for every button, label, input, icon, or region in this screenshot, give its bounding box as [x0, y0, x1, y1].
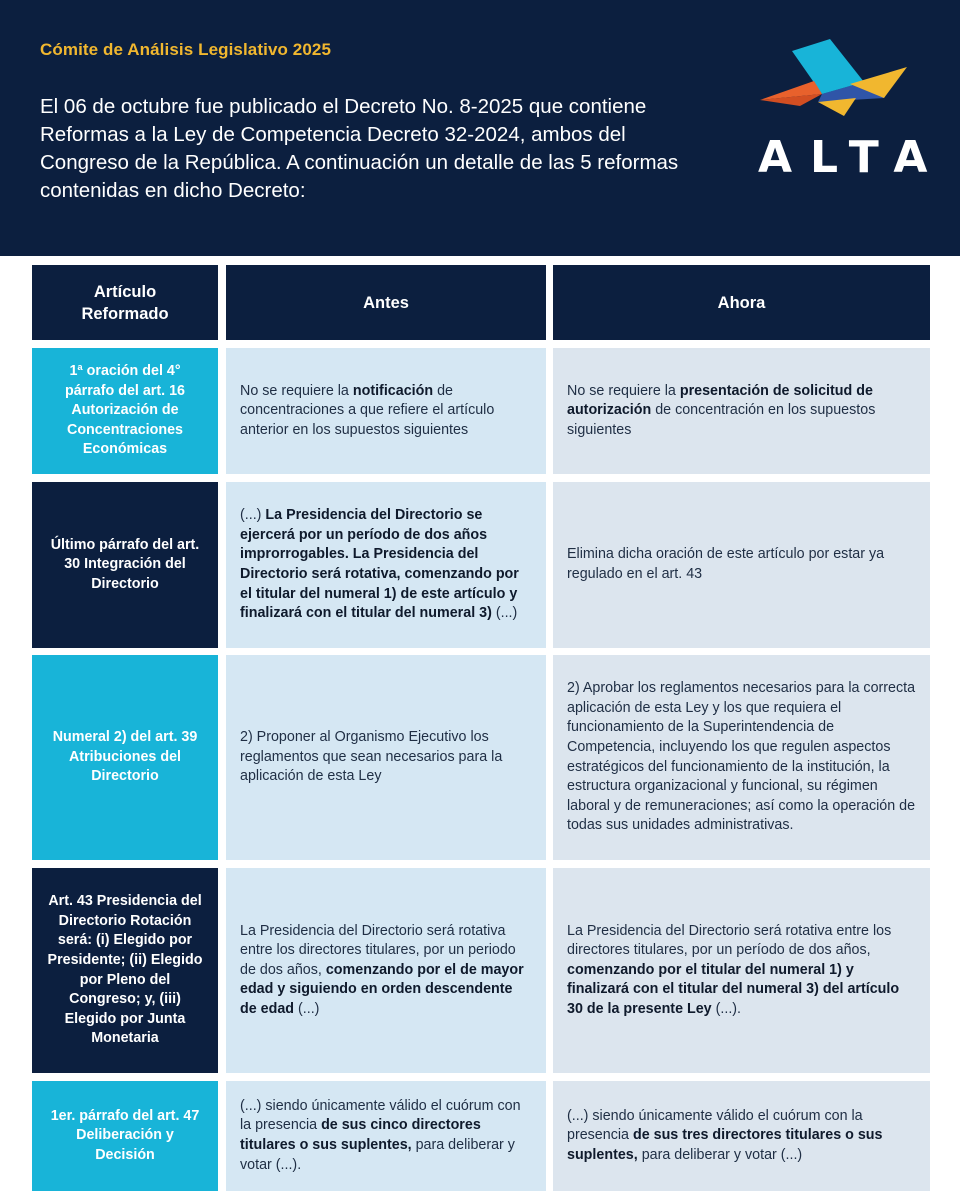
intro-paragraph: El 06 de octubre fue publicado el Decreto No. 8-2025 que contiene Reformas a la Ley de Competencia Decreto 32-2024, ambos del Congreso de la República. A continuación un detalle de las 5 reformas contenidas en dicho Decreto: — [40, 95, 679, 202]
antes-cell — [226, 1081, 546, 1191]
text-segment: de concentración en los supuestos siguientes — [567, 402, 876, 438]
logo-wordmark: ALTA — [758, 132, 946, 183]
text-segment: No se requiere la — [240, 382, 353, 399]
antes-cell — [226, 868, 546, 1073]
article-cell: Numeral 2) del art. 39 Atribuciones del Directorio — [32, 655, 218, 860]
header-ahora: Ahora — [553, 265, 930, 340]
antes-cell — [226, 348, 546, 474]
antes-cell — [226, 482, 546, 648]
text-segment: (...) — [491, 605, 518, 622]
text-segment: para deliberar y votar (...) — [637, 1146, 803, 1163]
bold-text: presentación de solicitud de autorización — [567, 382, 873, 419]
bold-text: comenzando por el titular del numeral 1) y finalizará con el titular del numeral 3) del artículo 30 de la presente Ley — [567, 961, 900, 1017]
article-cell: 1er. párrafo del art. 47 Deliberación y Decisión — [32, 1081, 218, 1191]
ahora-cell-text — [567, 679, 916, 836]
antes-cell-text — [240, 506, 532, 624]
antes-cell-text — [240, 728, 532, 787]
ahora-cell-text — [567, 1107, 916, 1166]
ahora-cell-text — [567, 922, 916, 1020]
bold-text: comenzando por el de mayor edad y siguiendo en orden descendente de edad — [240, 961, 524, 1017]
ahora-cell — [553, 655, 930, 860]
text-segment: (...) — [294, 1000, 320, 1017]
header-antes: Antes — [226, 265, 546, 340]
ahora-cell-text — [567, 545, 916, 584]
antes-cell — [226, 655, 546, 860]
text-segment: de concentraciones a que refiere el artículo anterior en los supuestos siguientes — [240, 382, 495, 438]
ahora-cell — [553, 482, 930, 648]
ahora-cell — [553, 868, 930, 1073]
text-segment: (...) siendo únicamente válido el cuórum con la presencia — [240, 1097, 521, 1134]
text-segment: 2) Proponer al Organismo Ejecutivo los reglamentos que sean necesarios para la aplicación de esta Ley — [240, 729, 503, 785]
text-segment: 2) Aprobar los reglamentos necesarios para la correcta aplicación de esta Ley y los que requiera el funcionamiento de la Superintendencia de Competencia, incluyendo los que regulen aspectos estratégicos del funcionamiento de la institución, la estructura organizacional y funcional, su régimen laboral y de remuneraciones; así como la operación de todas sus unidades administrativas. — [567, 680, 916, 834]
ahora-cell-text — [567, 382, 916, 441]
bold-text: La Presidencia del Directorio se ejercerá por un período de dos años improrrogables. La Presidencia del Directorio será rotativa, comenzando por el titular del numeral 1) de este artículo y finalizará con el titular del numeral 3) — [240, 507, 519, 622]
text-segment: La Presidencia del Directorio será rotativa entre los directores titulares, por un periodo de dos años, — [240, 922, 516, 978]
text-segment: (...). — [711, 1000, 742, 1017]
text-segment: No se requiere la — [567, 382, 680, 399]
ahora-cell — [553, 348, 930, 474]
article-cell: Último párrafo del art. 30 Integración del Directorio — [32, 482, 218, 648]
text-segment: (...) siendo únicamente válido el cuórum con la presencia — [567, 1107, 863, 1144]
bold-text: de sus cinco directores titulares o sus suplentes, — [240, 1117, 481, 1153]
text-segment: Elimina dicha oración de este artículo por estar ya regulado en el art. 43 — [567, 546, 885, 582]
committee-title: Cómite de Análisis Legislativo 2025 — [40, 40, 332, 59]
text-segment: para deliberar y votar (...). — [240, 1137, 515, 1173]
antes-cell-text — [240, 382, 532, 441]
article-cell: Art. 43 Presidencia del Directorio Rotación será: (i) Elegido por Presidente; (ii) Elegido por Pleno del Congreso; y, (iii) Elegido por Junta Monetaria — [32, 868, 218, 1073]
article-cell: 1ª oración del 4° párrafo del art. 16 Autorización de Concentraciones Económicas — [32, 348, 218, 474]
bold-text: de sus tres directores titulares o sus suplentes, — [567, 1127, 883, 1163]
ahora-cell — [553, 1081, 930, 1191]
text-segment: La Presidencia del Directorio será rotativa entre los directores titulares, por un período de dos años, — [567, 922, 892, 959]
antes-cell-text — [240, 922, 532, 1020]
text-segment: (...) — [240, 507, 266, 524]
header-article: Artículo Reformado — [32, 265, 218, 340]
antes-cell-text — [240, 1097, 532, 1175]
bold-text: notificación — [352, 382, 434, 399]
